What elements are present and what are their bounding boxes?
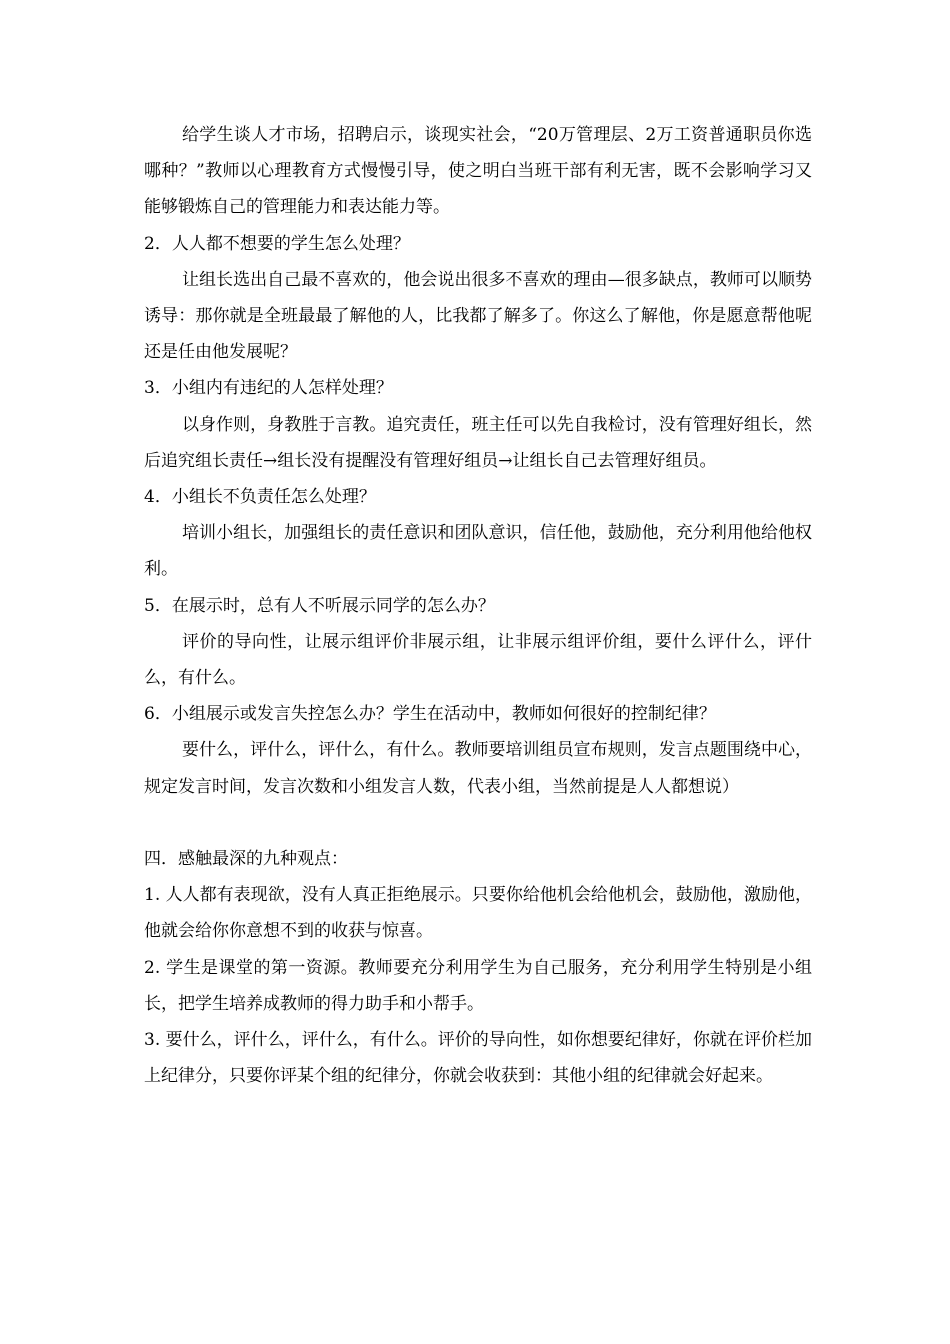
point-3: 3. 要什么，评什么，评什么，有什么。评价的导向性，如你想要纪律好，你就在评价栏加上纪律分，只要你评某个组的纪律分，你就会收获到：其他小组的纪律就会好起来。 — [144, 1030, 812, 1087]
point-1: 1. 人人都有表现欲，没有人真正拒绝展示。只要你给他机会给他机会，鼓励他，激励他，他就会给你你意想不到的收获与惊喜。 — [144, 885, 812, 942]
question-2: 2．人人都不想要的学生怎么处理？ — [144, 233, 410, 254]
answer-2: 让组长选出自己最不喜欢的，他会说出很多不喜欢的理由—很多缺点，教师可以顺势诱导：那你就是全班最最了解他的人，比我都了解多了。你这么了解他，你是愿意帮他呢还是任由他发展呢？ — [144, 269, 812, 363]
answer-4: 培训小组长，加强组长的责任意识和团队意识，信任他，鼓励他，充分利用他给他权利。 — [144, 523, 812, 580]
document-page — [144, 117, 812, 1094]
point-2: 2. 学生是课堂的第一资源。教师要充分利用学生为自己服务，充分利用学生特别是小组长，把学生培养成教师的得力助手和小帮手。 — [144, 957, 812, 1014]
answer-3: 以身作则，身教胜于言教。追究责任，班主任可以先自我检讨，没有管理好组长，然后追究组长责任→组长没有提醒没有管理好组员→让组长自己去管理好组员。 — [144, 414, 812, 471]
question-5: 5．在展示时，总有人不听展示同学的怎么办？ — [144, 595, 495, 616]
answer-5: 评价的导向性，让展示组评价非展示组，让非展示组评价组，要什么评什么，评什么，有什么。 — [144, 631, 812, 689]
section-heading: 四．感触最深的九种观点： — [144, 849, 348, 870]
question-6: 6．小组展示或发言失控怎么办？学生在活动中，教师如何很好的控制纪律？ — [144, 704, 716, 725]
question-3: 3．小组内有违纪的人怎样处理？ — [144, 378, 393, 399]
intro-paragraph: 给学生谈人才市场，招聘启示，谈现实社会，“20万管理层、2万工资普通职员你选哪种？”教师以心理教育方式慢慢引导，使之明白当班干部有利无害，既不会影响学习又能够锻炼自己的管理能力和表达能力等。 — [144, 125, 812, 218]
blank-line — [144, 805, 812, 841]
question-4: 4．小组长不负责任怎么处理？ — [144, 487, 376, 508]
answer-6: 要什么，评什么，评什么，有什么。教师要培训组员宣布规则，发言点题围绕中心，规定发言时间，发言次数和小组发言人数，代表小组，当然前提是人人都想说） — [144, 740, 812, 797]
